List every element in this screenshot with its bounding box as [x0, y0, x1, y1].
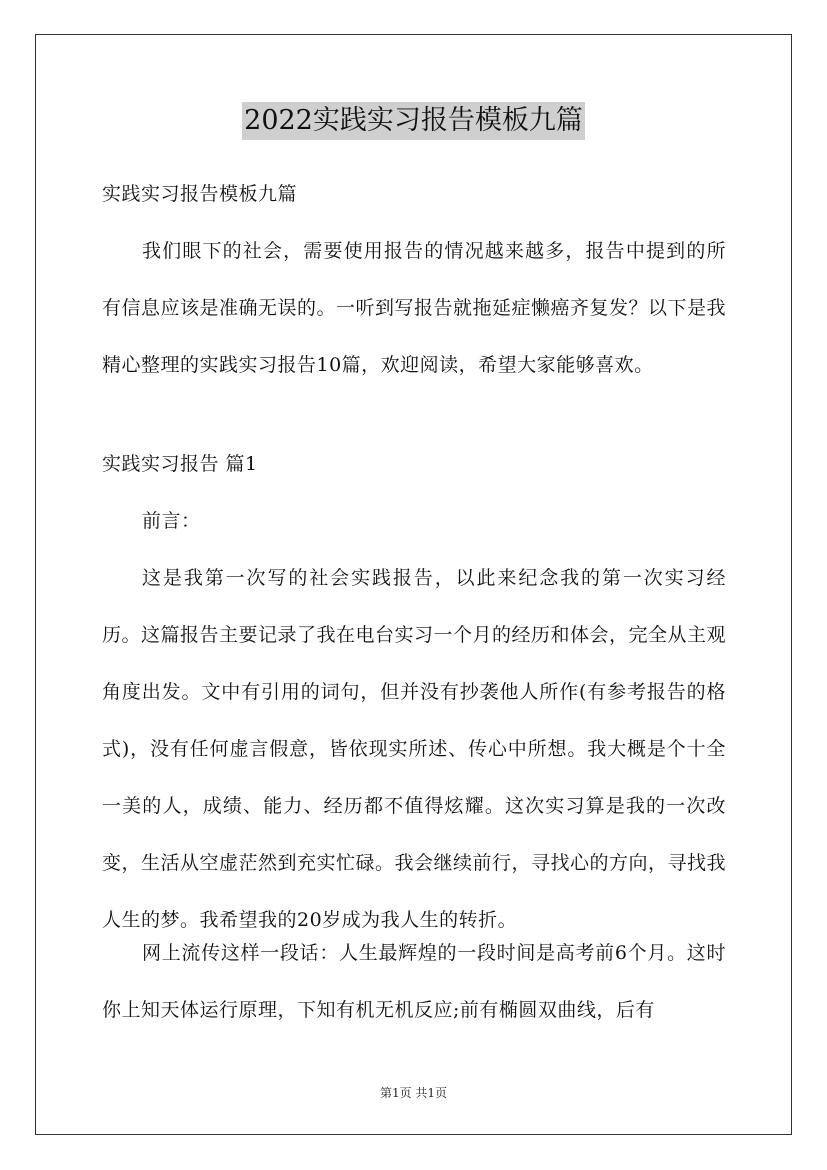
body-paragraph-2: 网上流传这样一段话：人生最辉煌的一段时间是高考前6个月。这时你上知天体运行原理，下知有机无机反应;前有椭圆双曲线，后有: [102, 942, 726, 1021]
document-subtitle: 实践实习报告模板九篇: [102, 183, 298, 205]
body-paragraph-1: 这是我第一次写的社会实践报告，以此来纪念我的第一次实习经历。这篇报告主要记录了我在电台实习一个月的经历和体会，完全从主观角度出发。文中有引用的词句，但并没有抄袭他人所作(有参考报告的格式)，没有任何虚言假意，皆依现实所述、传心中所想。我大概是个十全一美的人，成绩、能力、经历都不值得炫耀。这次实习算是我的一次改变，生活从空虚茫然到充实忙碌。我会继续前行，寻找心的方向，寻找我人生的梦。我希望我的20岁成为我人生的转折。: [102, 567, 727, 931]
section-heading: 实践实习报告 篇1: [102, 453, 258, 475]
title-container: [0, 102, 827, 140]
preface-label: 前言：: [142, 510, 201, 532]
intro-paragraph: 我们眼下的社会，需要使用报告的情况越来越多，报告中提到的所有信息应该是准确无误的。一听到写报告就拖延症懒癌齐复发？以下是我精心整理的实践实习报告10篇，欢迎阅读，希望大家能够喜欢。: [102, 240, 727, 376]
document-title: 2022实践实习报告模板九篇: [242, 102, 585, 140]
page-footer: 第1页 共1页: [379, 1086, 448, 1100]
